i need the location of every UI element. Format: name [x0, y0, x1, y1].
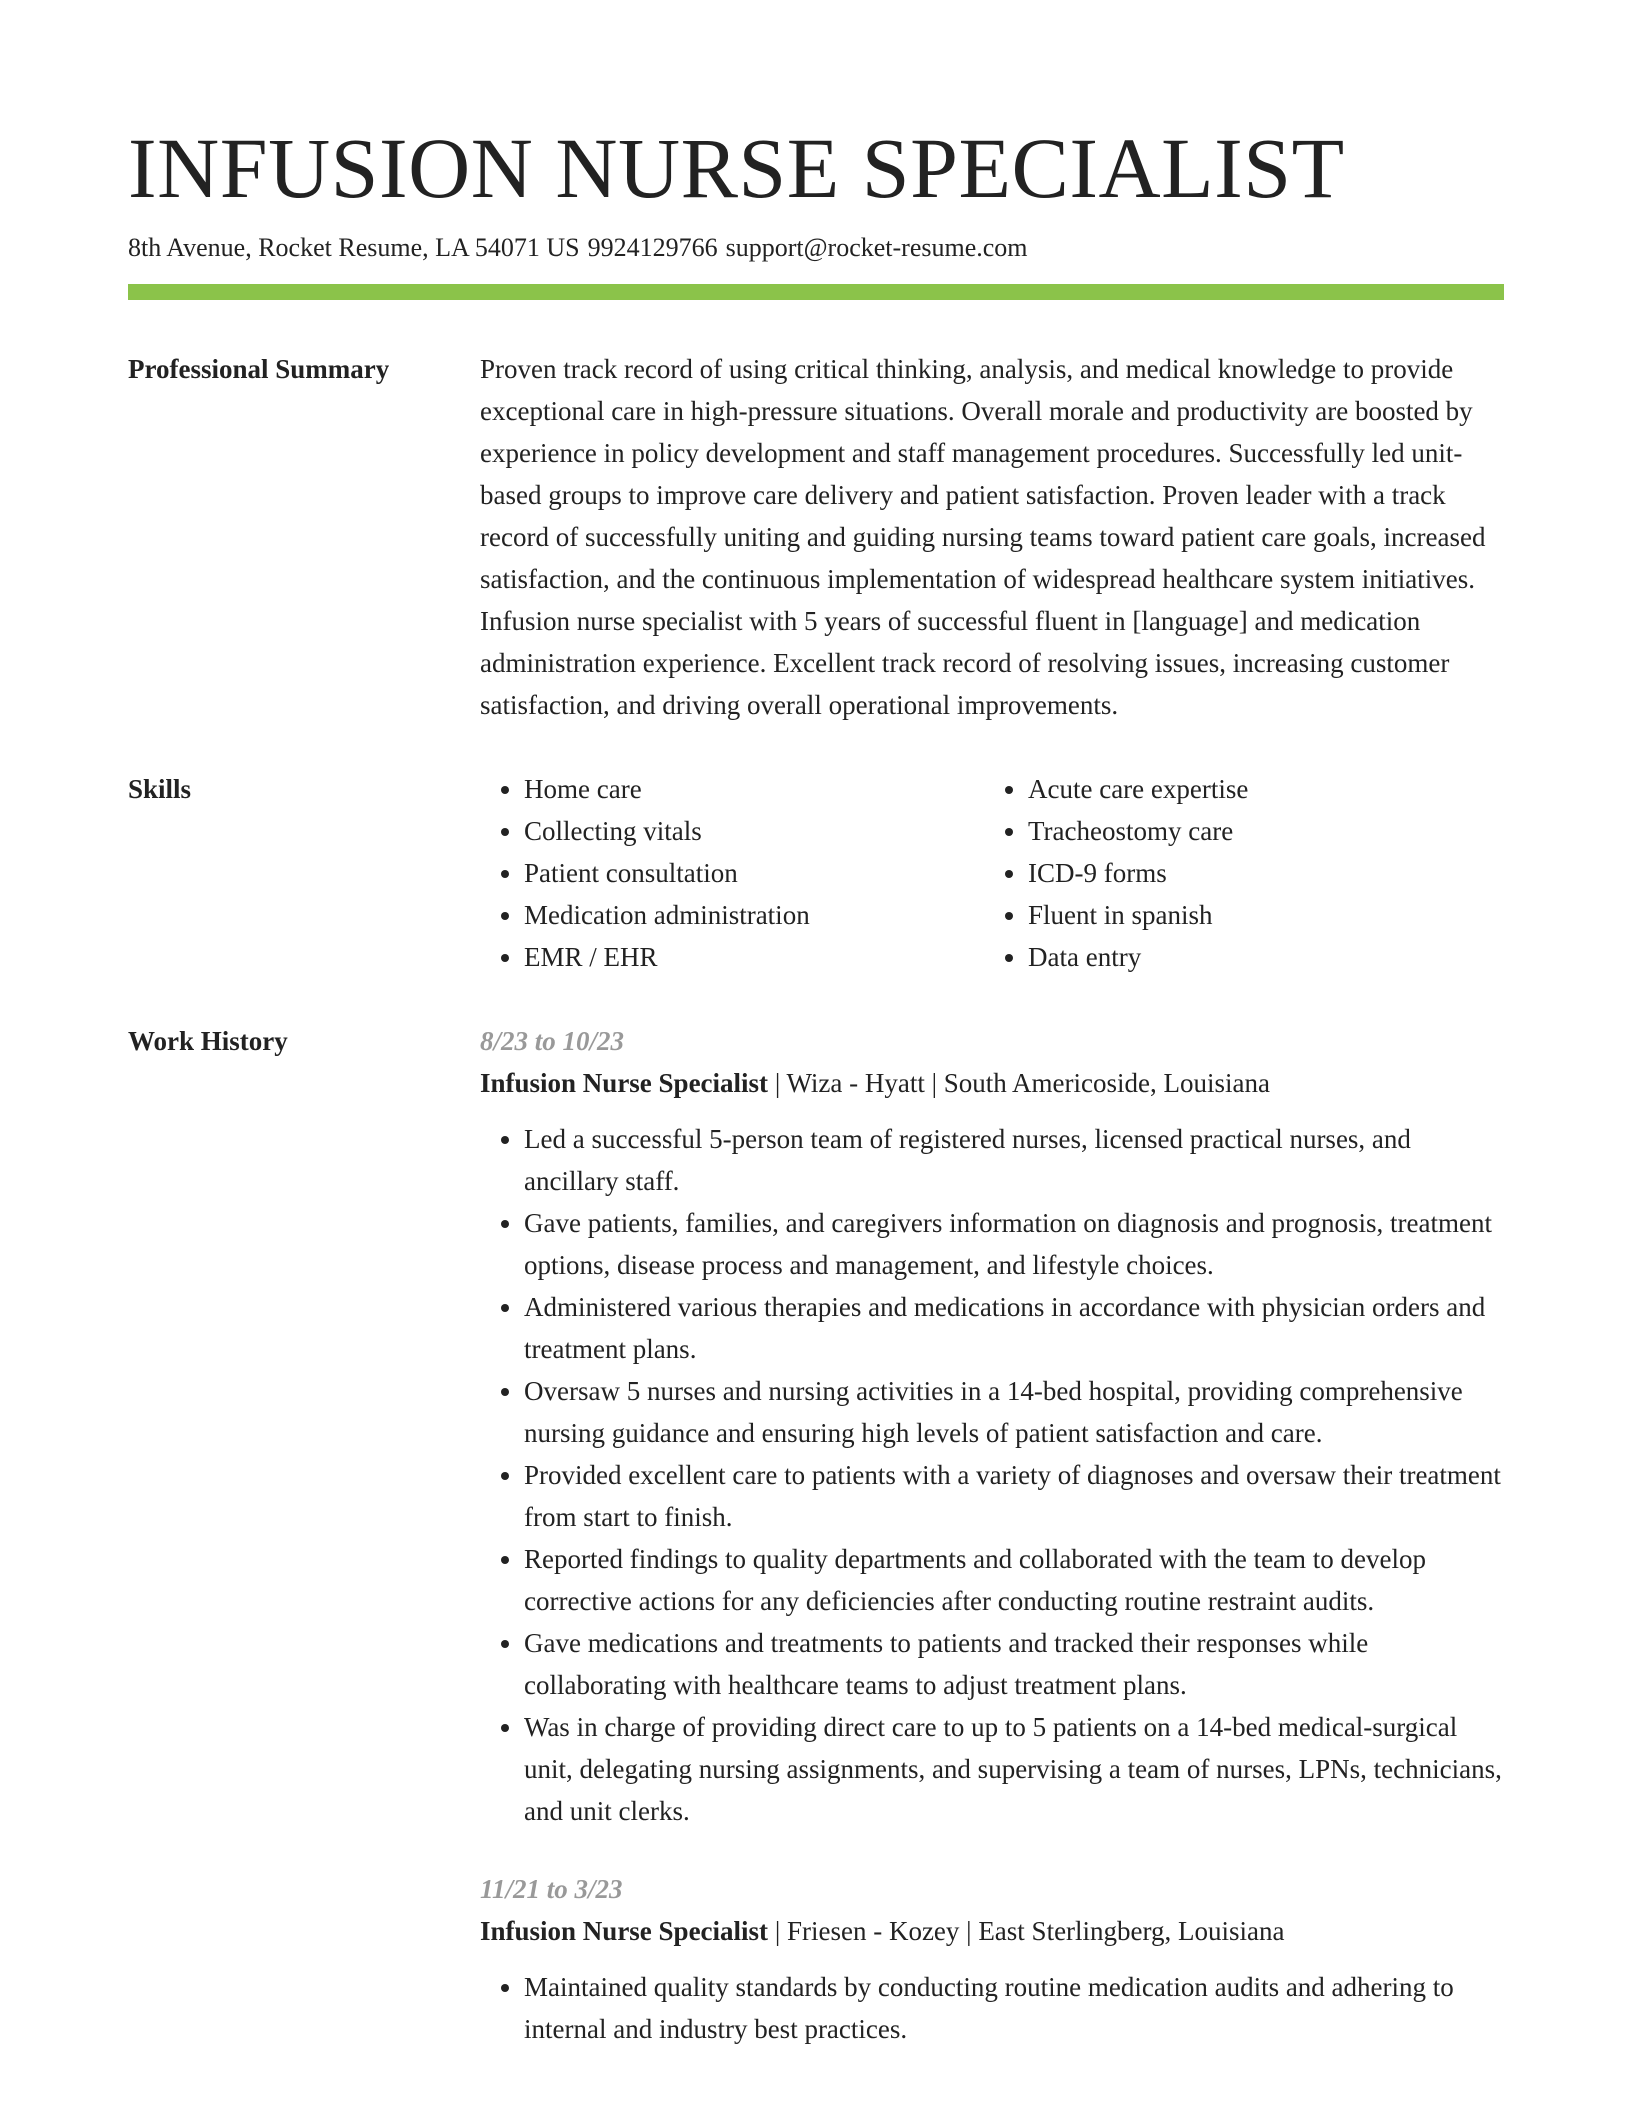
job-details: | Friesen - Kozey | East Sterlingberg, Louisiana — [768, 1916, 1285, 1946]
summary-heading: Professional Summary — [128, 354, 390, 384]
skill-item: • Patient consultation — [524, 852, 984, 894]
job-bullets — [480, 1118, 1504, 1832]
job-bullet: • Administered various therapies and medications in accordance with physician orders and treatment plans. — [524, 1286, 1504, 1370]
job-details: | Wiza - Hyatt | South Americoside, Louisiana — [768, 1068, 1270, 1098]
accent-divider — [128, 284, 1504, 300]
job-dates: 11/21 to 3/23 — [480, 1874, 623, 1904]
job-header — [480, 1062, 1504, 1104]
summary-text: Proven track record of using critical thinking, analysis, and medical knowledge to provide exceptional care in high-pressure situations. Overall morale and productivity are boosted by experience in policy development and staff management procedures. Successfully led unit-based groups to improve care delivery and patient satisfaction. Proven leader with a track record of successfully uniting and guiding nursing teams toward patient care goals, increased satisfaction, and the continuous implementation of widespread healthcare system initiatives. Infusion nurse specialist with 5 years of successful fluent in [language] and medication administration experience. Excellent track record of resolving issues, increasing customer satisfaction, and driving overall operational improvements. — [480, 354, 1486, 720]
work-history-heading: Work History — [128, 1026, 288, 1056]
summary-section — [128, 348, 1504, 726]
job-bullet: • Reported findings to quality departments and collaborated with the team to develop corrective actions for any deficiencies after conducting routine restraint audits. — [524, 1538, 1504, 1622]
job-bullet: • Led a successful 5-person team of registered nurses, licensed practical nurses, and ancillary staff. — [524, 1118, 1504, 1202]
skill-item: • Home care — [524, 768, 984, 810]
job-title: Infusion Nurse Specialist — [480, 1916, 769, 1946]
job-bullet: • Maintained quality standards by conducting routine medication audits and adhering to internal and industry best practices. — [524, 1966, 1504, 2050]
skill-item: • EMR / EHR — [524, 936, 984, 978]
skill-item: • Data entry — [1028, 936, 1488, 978]
contact-line — [128, 232, 1504, 264]
work-history-section — [128, 1020, 1504, 2050]
job-bullet: • Oversaw 5 nurses and nursing activities in a 14-bed hospital, providing comprehensive nursing guidance and ensuring high levels of patient satisfaction and care. — [524, 1370, 1504, 1454]
contact-email: support@rocket-resume.com — [725, 233, 1028, 262]
contact-phone: 9924129766 — [587, 233, 718, 262]
resume-title: INFUSION NURSE SPECIALIST — [128, 120, 1345, 216]
skill-item: • Acute care expertise — [1028, 768, 1488, 810]
skill-item: • Medication administration — [524, 894, 984, 936]
skill-item: • Tracheostomy care — [1028, 810, 1488, 852]
job-bullet: • Gave patients, families, and caregivers information on diagnosis and prognosis, treatment options, disease process and management, and lifestyle choices. — [524, 1202, 1504, 1286]
job-header — [480, 1910, 1504, 1952]
skills-heading: Skills — [128, 774, 192, 804]
skills-list-right — [984, 768, 1488, 978]
job-entry — [480, 1868, 1504, 2050]
skills-list-left — [480, 768, 984, 978]
job-bullet: • Gave medications and treatments to patients and tracked their responses while collaborating with healthcare teams to adjust treatment plans. — [524, 1622, 1504, 1706]
job-bullets — [480, 1966, 1504, 2050]
skills-section — [128, 768, 1504, 978]
job-bullet: • Was in charge of providing direct care to up to 5 patients on a 14-bed medical-surgical unit, delegating nursing assignments, and supervising a team of nurses, LPNs, technicians, and unit clerks. — [524, 1706, 1504, 1832]
contact-address: 8th Avenue, Rocket Resume, LA 54071 US — [128, 233, 580, 262]
skill-item: • Fluent in spanish — [1028, 894, 1488, 936]
job-entry — [480, 1020, 1504, 1832]
skill-item: • Collecting vitals — [524, 810, 984, 852]
job-title: Infusion Nurse Specialist — [480, 1068, 769, 1098]
job-bullet: • Provided excellent care to patients with a variety of diagnoses and oversaw their treatment from start to finish. — [524, 1454, 1504, 1538]
resume-page — [128, 0, 1504, 2050]
skill-item: • ICD-9 forms — [1028, 852, 1488, 894]
job-dates: 8/23 to 10/23 — [480, 1026, 625, 1056]
